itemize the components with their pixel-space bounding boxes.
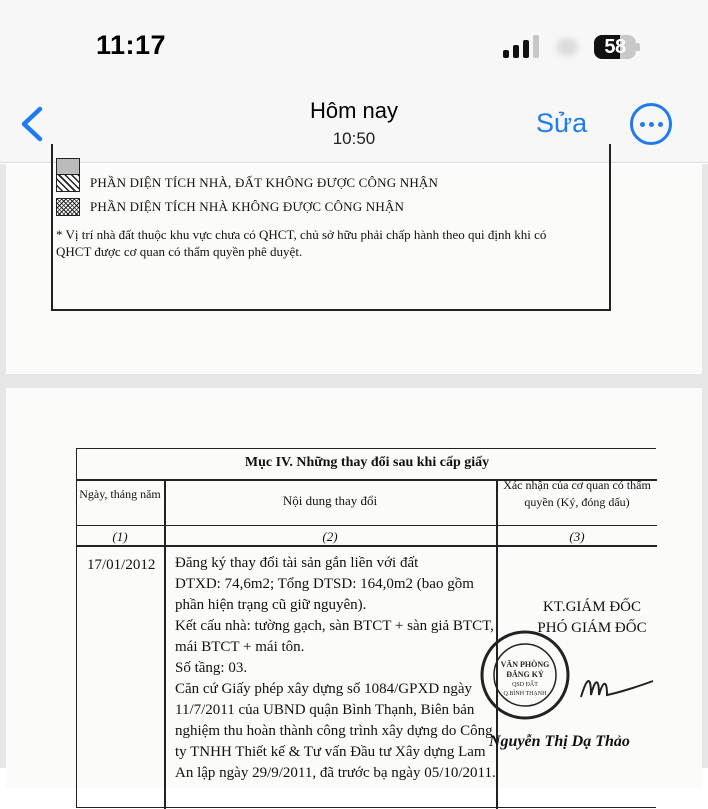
nav-title: Hôm nay [309, 98, 399, 123]
col-date-header: Ngày, tháng năm [79, 487, 161, 501]
more-options-icon[interactable] [630, 103, 672, 145]
entry-line: phần hiện trạng cũ giữ nguyên). [175, 597, 367, 613]
svg-text:Q.BÌNH THẠNH: Q.BÌNH THẠNH [503, 691, 547, 697]
entry-line: mái BTCT + mái tôn. [175, 639, 305, 655]
wifi-icon [556, 38, 578, 56]
battery-percent: 58 [604, 36, 626, 58]
col-num-1: (1) [112, 529, 128, 544]
legend-label: PHẦN DIỆN TÍCH NHÀ KHÔNG ĐƯỢC CÔNG NHẬN [90, 199, 405, 214]
entry-content [175, 553, 505, 784]
signer-title: KT.GIÁM ĐỐC PHÓ GIÁM ĐỐC [537, 599, 647, 636]
document-page-1 [6, 164, 702, 374]
entry-line: An lập ngày 29/9/2011, đã trước bạ ngày 05/10/2011. [175, 765, 496, 781]
entry-date: 17/01/2012 [87, 557, 156, 573]
document-viewer[interactable] [0, 164, 708, 781]
nav-subtitle: 10:50 [332, 129, 376, 148]
entry-line: Số tầng: 03. [175, 660, 248, 676]
hatch-swatch [56, 174, 80, 192]
crosshatch-swatch [56, 198, 80, 216]
official-seal-icon [479, 629, 571, 721]
svg-text:QSD ĐẤT: QSD ĐẤT [512, 682, 538, 688]
col-content-header: Nội dung thay đổi [282, 493, 378, 508]
signer-name: Nguyễn Thị Dạ Thảo [489, 733, 630, 750]
battery-icon [594, 35, 640, 59]
legend-row-house [56, 198, 404, 216]
svg-text:ĐĂNG KÝ: ĐĂNG KÝ [506, 670, 544, 679]
handwritten-signature-icon [577, 667, 657, 707]
col-num-3: (3) [569, 529, 585, 544]
svg-text:VĂN PHÒNG: VĂN PHÒNG [500, 660, 550, 669]
planning-note: * Vị trí nhà đất thuộc khu vực chưa có QHCT, chủ sở hữu phải chấp hành theo qui định khi có QHCT được cơ quan có thẩm quyền phê duyệt. [56, 227, 547, 259]
entry-line: nghiệm thu hoàn thành công trình xây dựng do Công [175, 723, 493, 739]
signal-icon [503, 34, 543, 58]
status-time: 11:17 [96, 30, 167, 60]
col-num-2: (2) [322, 529, 338, 544]
legend-label: PHẦN DIỆN TÍCH NHÀ, ĐẤT KHÔNG ĐƯỢC CÔNG NHẬN [90, 175, 439, 190]
entry-line: DTXD: 74,6m2; Tổng DTSD: 164,0m2 (bao gồm [175, 576, 474, 592]
document-page-2 [6, 388, 702, 788]
col-confirm-header: Xác nhận của cơ quan có thẩm quyền (Ký, đóng dấu) [503, 478, 651, 509]
status-bar [0, 0, 708, 90]
entry-line: Căn cứ Giấy phép xây dựng số 1084/GPXD ngày [175, 681, 473, 697]
section-title: Mục IV. Những thay đổi sau khi cấp giấy [244, 455, 490, 470]
changes-table [76, 448, 656, 808]
legend-row-land [56, 174, 438, 192]
edit-button[interactable]: Sửa [536, 108, 588, 138]
entry-line: Đăng ký thay đổi tài sản gắn liền với đất [175, 555, 419, 571]
entry-line: Kết cấu nhà: tường gạch, sàn BTCT + sàn giả BTCT, [175, 618, 494, 634]
entry-line: 11/7/2011 của UBND quận Bình Thạnh, Biên bản [175, 702, 475, 718]
entry-line: ty TNHH Thiết kế & Tư vấn Đầu tư Xây dựng Lam [175, 744, 486, 760]
